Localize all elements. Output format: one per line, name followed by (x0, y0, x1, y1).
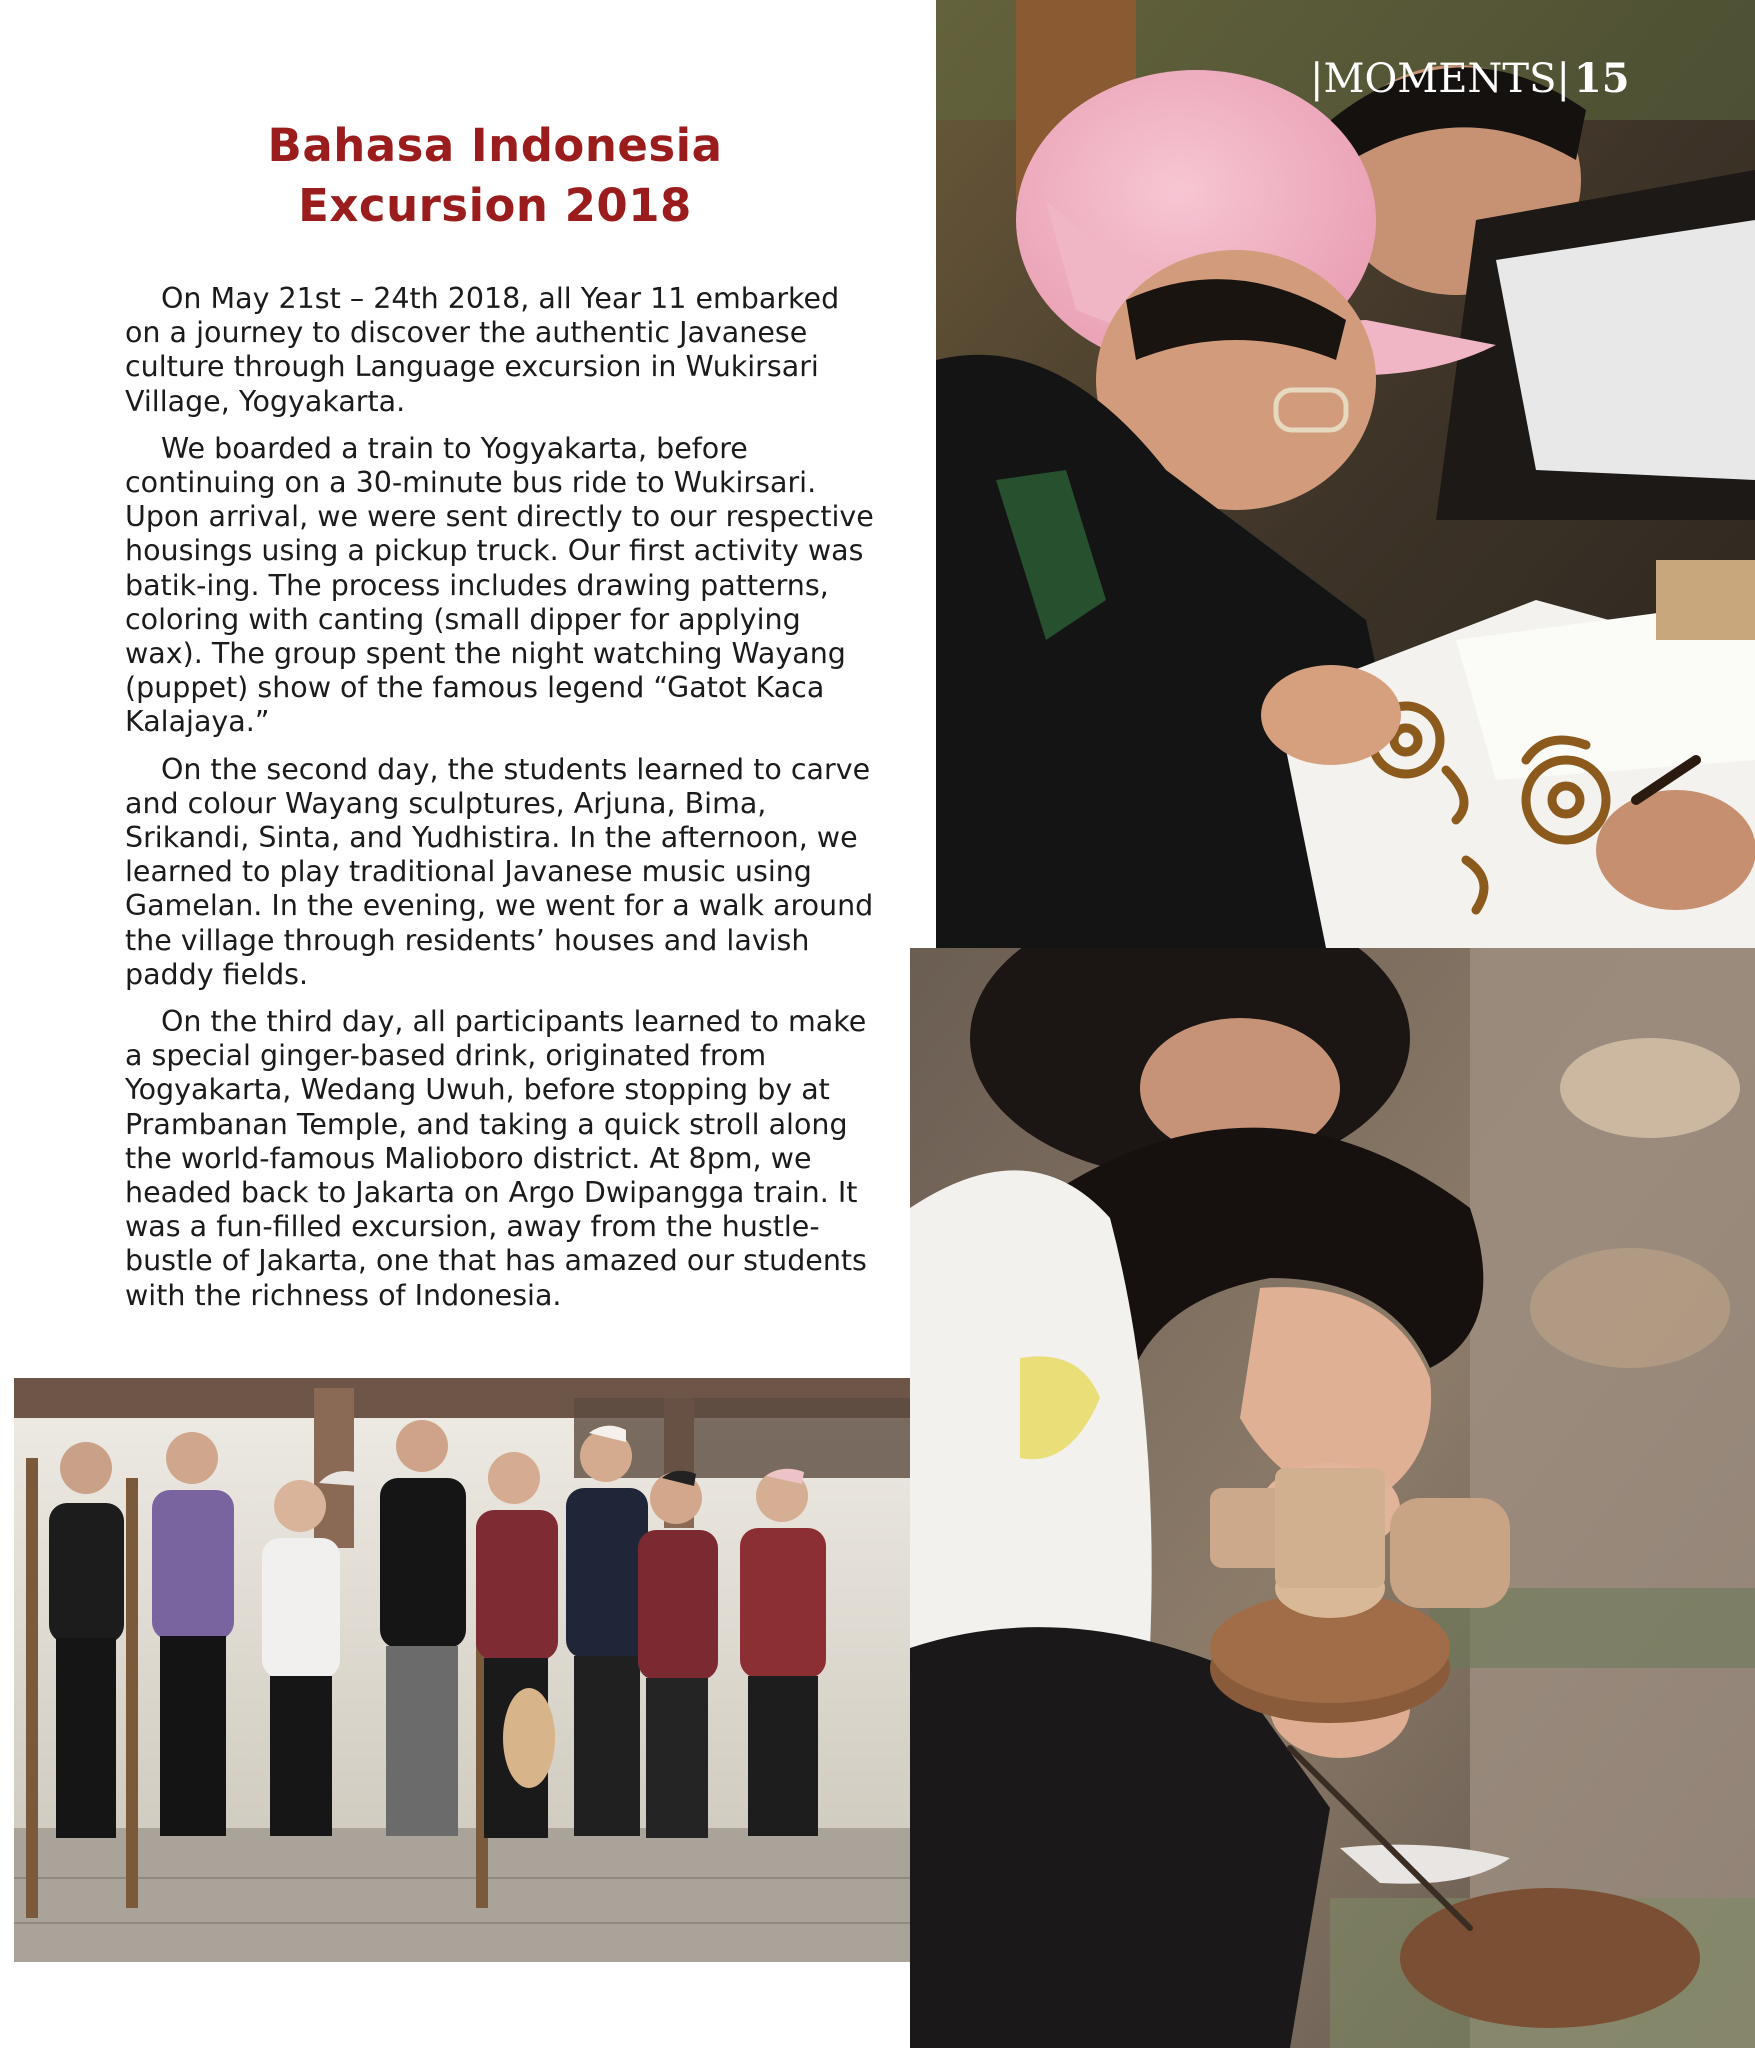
article-body (125, 282, 880, 1326)
article-paragraph-4: On the third day, all participants learned to make a special ginger-based drink, originated from Yogyakarta, Wedang Uwuh, before stopping by at Prambanan Temple, and taking a quick stroll along the world-famous Malioboro district. At 8pm, we headed back to Jakarta on Argo Dwipangga train. It was a fun-filled excursion, away from the hustle-bustle of Jakarta, one that has amazed our students with the richness of Indonesia. (125, 1005, 867, 1312)
photo-batik-drawing (936, 0, 1755, 948)
header-divider-left: | (1310, 56, 1324, 102)
article-paragraph-1: On May 21st – 24th 2018, all Year 11 embarked on a journey to discover the authentic Javanese culture through Language excursion in Wukirsari Village, Yogyakarta. (125, 282, 840, 418)
photo-wood-carving-image (910, 948, 1755, 2048)
article-title-line-1: Bahasa Indonesia (267, 119, 723, 172)
article-title (200, 116, 790, 236)
article-paragraph-2: We boarded a train to Yogyakarta, before continuing on a 30-minute bus ride to Wukirsari. Upon arrival, we were sent directly to our respective housings using a pickup truck. Our first activity was batik-ing. The process includes drawing patterns, coloring with canting (small dipper for applying wax). The group spent the night watching Wayang (puppet) show of the famous legend “Gatot Kaca Kalajaya.” (125, 431, 874, 739)
article-title-line-2: Excursion 2018 (298, 179, 692, 232)
page-number: 15 (1573, 55, 1630, 102)
photo-student-group-image (14, 1378, 910, 1962)
header-divider-right: | (1556, 56, 1570, 102)
photo-student-group (14, 1378, 910, 1962)
section-name: MOMENTS (1323, 56, 1557, 102)
page-header (1310, 56, 1630, 102)
photo-wood-carving (910, 948, 1755, 2048)
article-paragraph-3: On the second day, the students learned to carve and colour Wayang sculptures, Arjuna, Bima, Srikandi, Sinta, and Yudhistira. In the afternoon, we learned to play traditional Javanese music using Gamelan. In the evening, we went for a walk around the village through residents’ houses and lavish paddy fields. (125, 752, 874, 991)
photo-batik-drawing-image (936, 0, 1755, 948)
